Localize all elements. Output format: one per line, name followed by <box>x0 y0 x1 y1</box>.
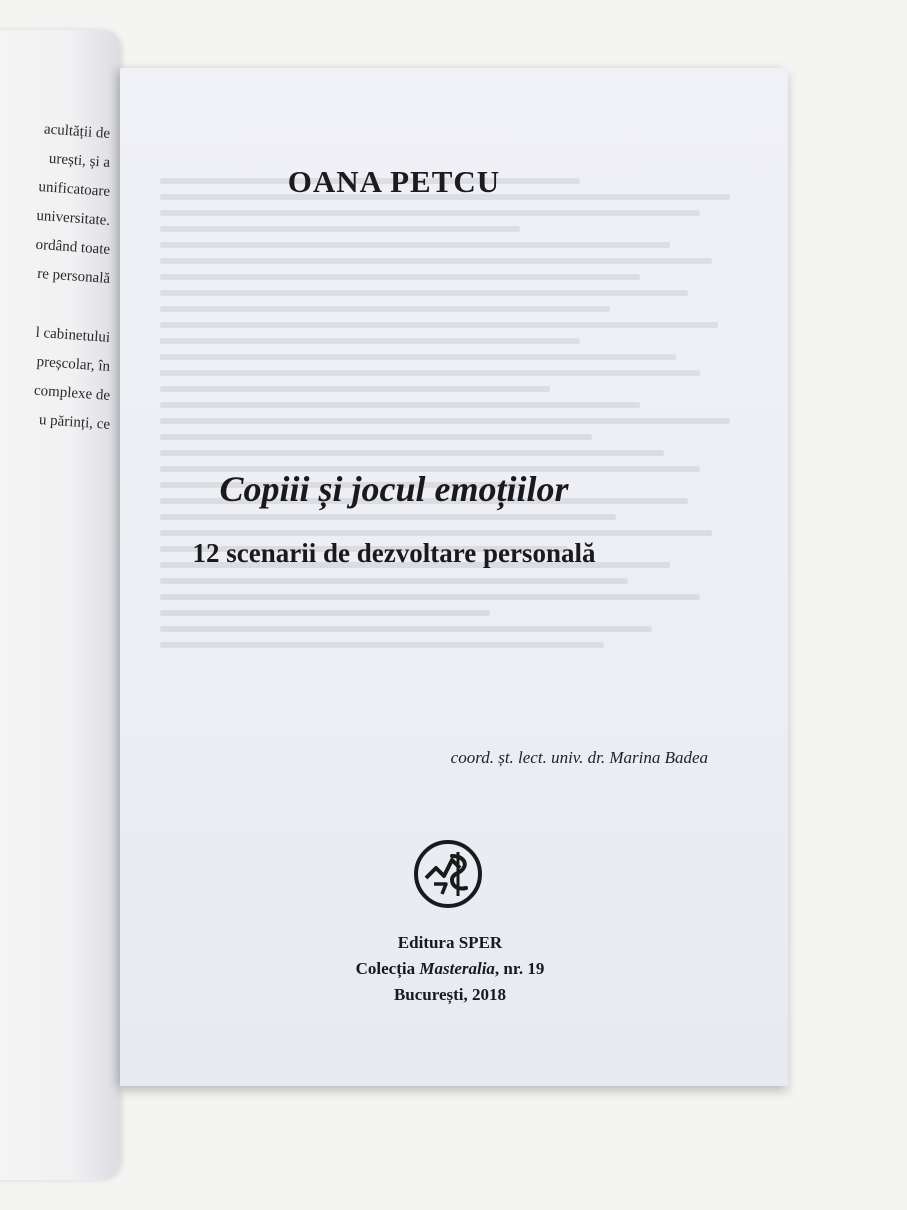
book-subtitle: 12 scenarii de dezvoltare personală <box>192 538 596 568</box>
coordinator-credit: coord. șt. lect. univ. dr. Marina Badea <box>450 748 708 767</box>
left-line: re personală <box>36 265 111 287</box>
publisher-block <box>300 930 600 1008</box>
publisher-name: Editura SPER <box>397 933 503 952</box>
book-title: Copiii și jocul emoțiilor <box>219 469 569 509</box>
collection-line <box>300 956 600 982</box>
author-name: OANA PETCU <box>287 164 501 199</box>
left-page-text <box>0 120 110 440</box>
left-line: l cabinetului <box>35 324 111 346</box>
left-line: ordând toate <box>35 236 111 258</box>
title-page <box>120 68 788 1086</box>
left-line: complexe de <box>33 382 111 404</box>
left-line: urești, și a <box>48 150 111 171</box>
collection-name: Masteralia <box>419 959 495 978</box>
collection-number: , nr. 19 <box>494 959 545 978</box>
left-line: acultății de <box>43 121 111 142</box>
collection-prefix: Colecția <box>355 959 420 978</box>
left-line: universitate. <box>35 207 111 229</box>
place-year: București, 2018 <box>393 985 507 1004</box>
left-line: preșcolar, în <box>36 353 111 375</box>
left-line: unificatoare <box>38 179 111 200</box>
publisher-logo-icon <box>412 838 484 910</box>
left-page <box>0 30 120 1180</box>
left-line: u părinți, ce <box>38 412 111 433</box>
